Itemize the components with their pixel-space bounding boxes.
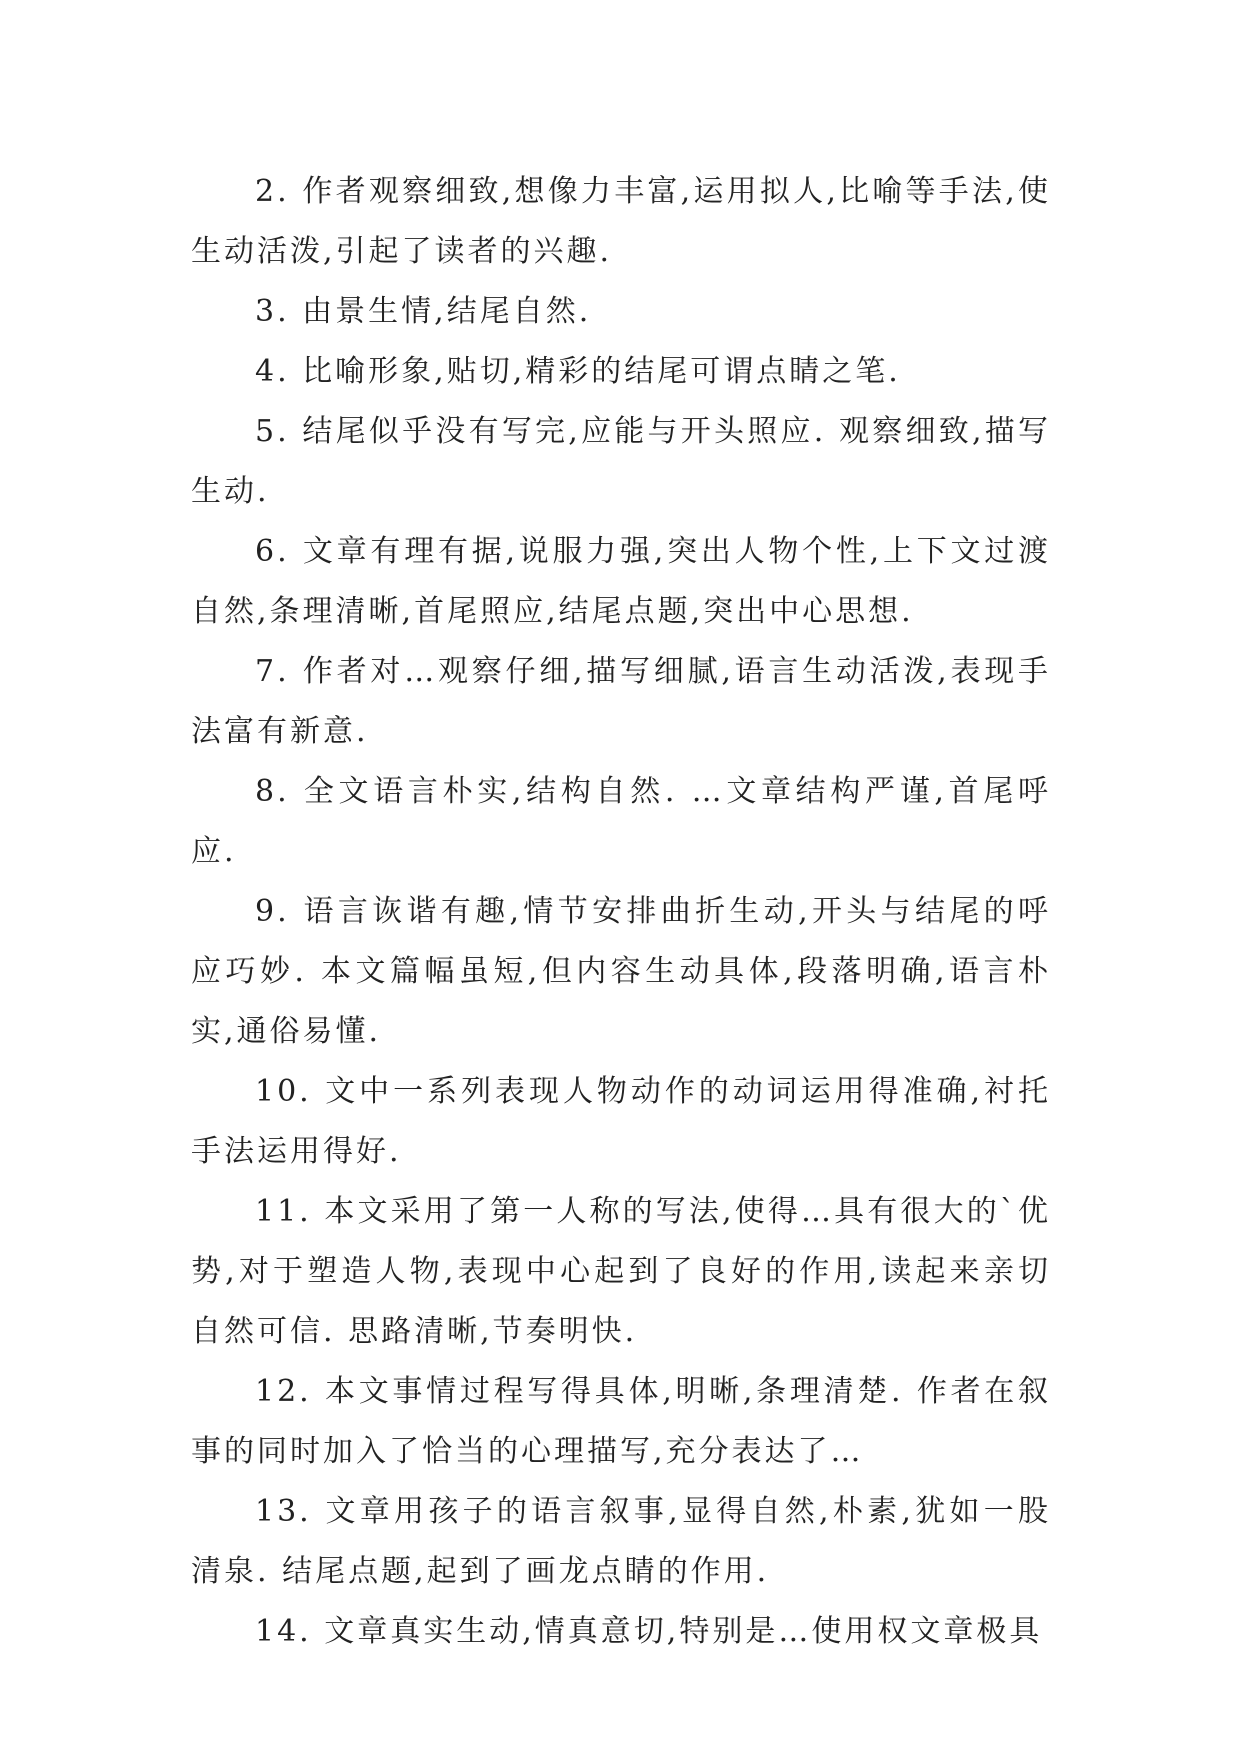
paragraph-11: 11. 本文采用了第一人称的写法,使得…具有很大的`优势,对于塑造人物,表现中心起到了良好的作用,读起来亲切自然可信. 思路清晰,节奏明快.: [191, 1194, 1051, 1349]
paragraph-14: 14. 文章真实生动,情真意切,特别是…使用权文章极具: [255, 1614, 1043, 1649]
paragraph-6: 6. 文章有理有据,说服力强,突出人物个性,上下文过渡自然,条理清晰,首尾照应,结尾点题,突出中心思想.: [191, 534, 1051, 629]
paragraph-4: 4. 比喻形象,贴切,精彩的结尾可谓点睛之笔.: [255, 354, 901, 389]
paragraph-13: 13. 文章用孩子的语言叙事,显得自然,朴素,犹如一股清泉. 结尾点题,起到了画龙点睛的作用.: [191, 1494, 1051, 1589]
paragraph-3: 3. 由景生情,结尾自然.: [255, 294, 592, 329]
paragraph-2: 2. 作者观察细致,想像力丰富,运用拟人,比喻等手法,使生动活泼,引起了读者的兴趣.: [191, 174, 1051, 269]
paragraph-10: 10. 文中一系列表现人物动作的动词运用得准确,衬托手法运用得好.: [191, 1074, 1051, 1169]
paragraph-8: 8. 全文语言朴实,结构自然. …文章结构严谨,首尾呼应.: [191, 774, 1051, 869]
paragraph-7: 7. 作者对…观察仔细,描写细腻,语言生动活泼,表现手法富有新意.: [191, 654, 1051, 749]
document-body: [191, 162, 1051, 1662]
paragraph-12: 12. 本文事情过程写得具体,明晰,条理清楚. 作者在叙事的同时加入了恰当的心理描写,充分表达了…: [191, 1374, 1051, 1469]
paragraph-9: 9. 语言诙谐有趣,情节安排曲折生动,开头与结尾的呼应巧妙. 本文篇幅虽短,但内容生动具体,段落明确,语言朴实,通俗易懂.: [191, 894, 1051, 1049]
paragraph-5: 5. 结尾似乎没有写完,应能与开头照应. 观察细致,描写生动.: [191, 414, 1051, 509]
